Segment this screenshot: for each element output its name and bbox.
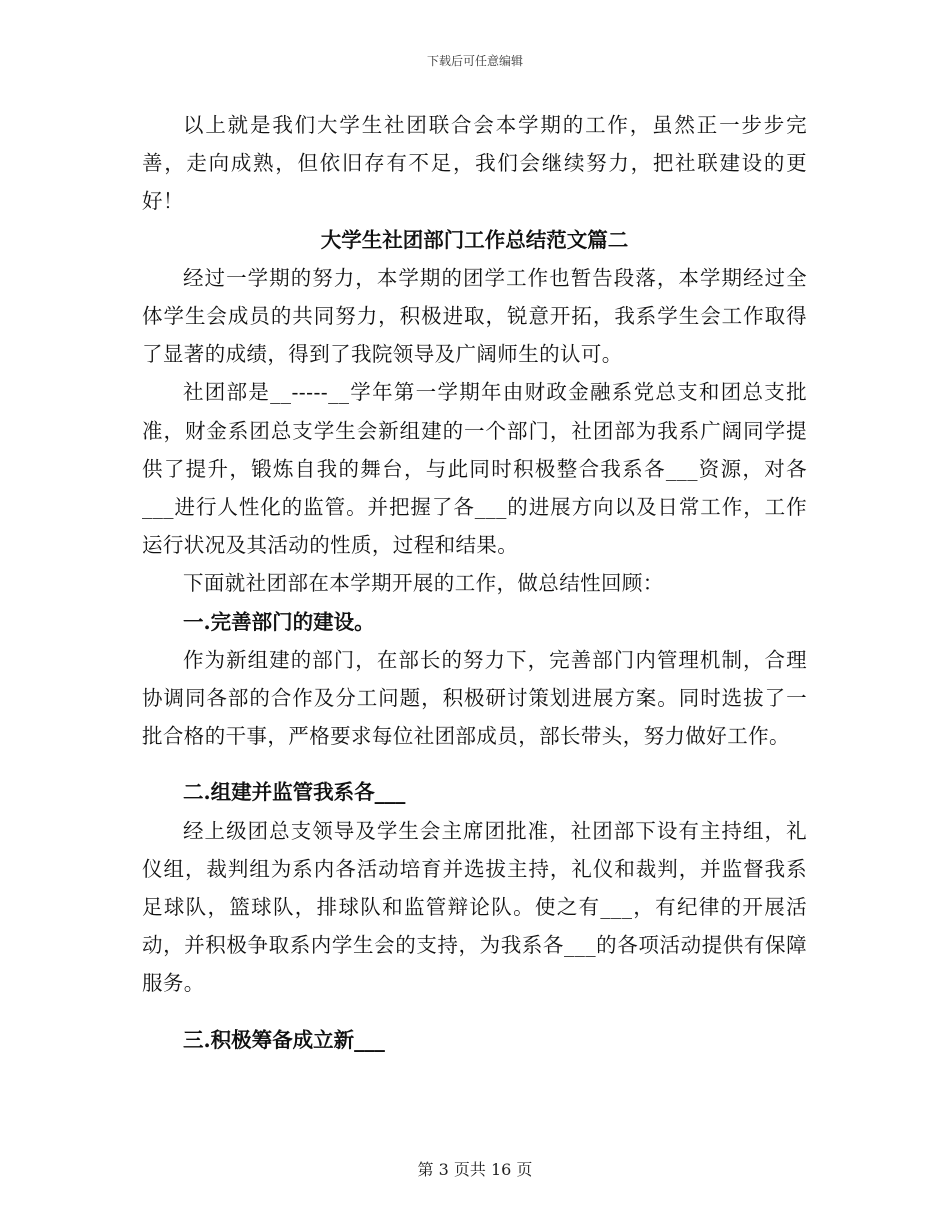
heading-two: 二.组建并监管我系各___ bbox=[183, 780, 406, 805]
paragraph-closing: 以上就是我们大学生社团联合会本学期的工作，虽然正一步步完善，走向成熟，但依旧存有不足，我们会继续努力，把社联建设的更好！ bbox=[142, 113, 807, 214]
page-header: 下载后可任意编辑 bbox=[426, 54, 523, 68]
paragraph-review-intro: 下面就社团部在本学期开展的工作，做总结性回顾： bbox=[183, 571, 664, 596]
paragraph-construction: 作为新组建的部门，在部长的努力下，完善部门内管理机制，合理协调同各部的合作及分工问题，积极研讨策划进展方案。同时选拔了一批合格的干事，严格要求每位社团部成员，部长带头，努力做好工作。 bbox=[142, 647, 807, 749]
paragraph-intro: 经过一学期的努力，本学期的团学工作也暂告段落，本学期经过全体学生会成员的共同努力，积极进取，锐意开拓，我系学生会工作取得了显著的成绩，得到了我院领导及广阔师生的认可。 bbox=[142, 265, 807, 367]
spacer bbox=[142, 1003, 807, 1021]
page-number: 第 3 页共 16 页 bbox=[417, 1160, 533, 1179]
section-title: 大学生社团部门工作总结范文篇二 bbox=[320, 227, 629, 252]
paragraph-supervision: 经上级团总支领导及学生会主席团批准，社团部下设有主持组，礼仪组，裁判组为系内各活动培育并选拔主持，礼仪和裁判，并监督我系足球队，篮球队，排球队和监管辩论队。使之有___，有纪律的开展活动，并积极争取系内学生会的支持，为我系各___的各项活动提供有保障服务。 bbox=[142, 818, 807, 996]
paragraph-department: 社团部是__-----__学年第一学期年由财政金融系党总支和团总支批准，财金系团总支学生会新组建的一个部门，社团部为我系广阔同学提供了提升，锻炼自我的舞台，与此同时积极整合我系各___资源，对各___进行人性化的监管。并把握了各___的进展方向以及日常工作，工作运行状况及其活动的性质，过程和结果。 bbox=[142, 380, 807, 558]
document-body bbox=[142, 106, 807, 1059]
heading-three: 三.积极筹备成立新___ bbox=[183, 1027, 385, 1052]
heading-one: 一.完善部门的建设。 bbox=[183, 609, 375, 634]
spacer bbox=[142, 755, 807, 773]
